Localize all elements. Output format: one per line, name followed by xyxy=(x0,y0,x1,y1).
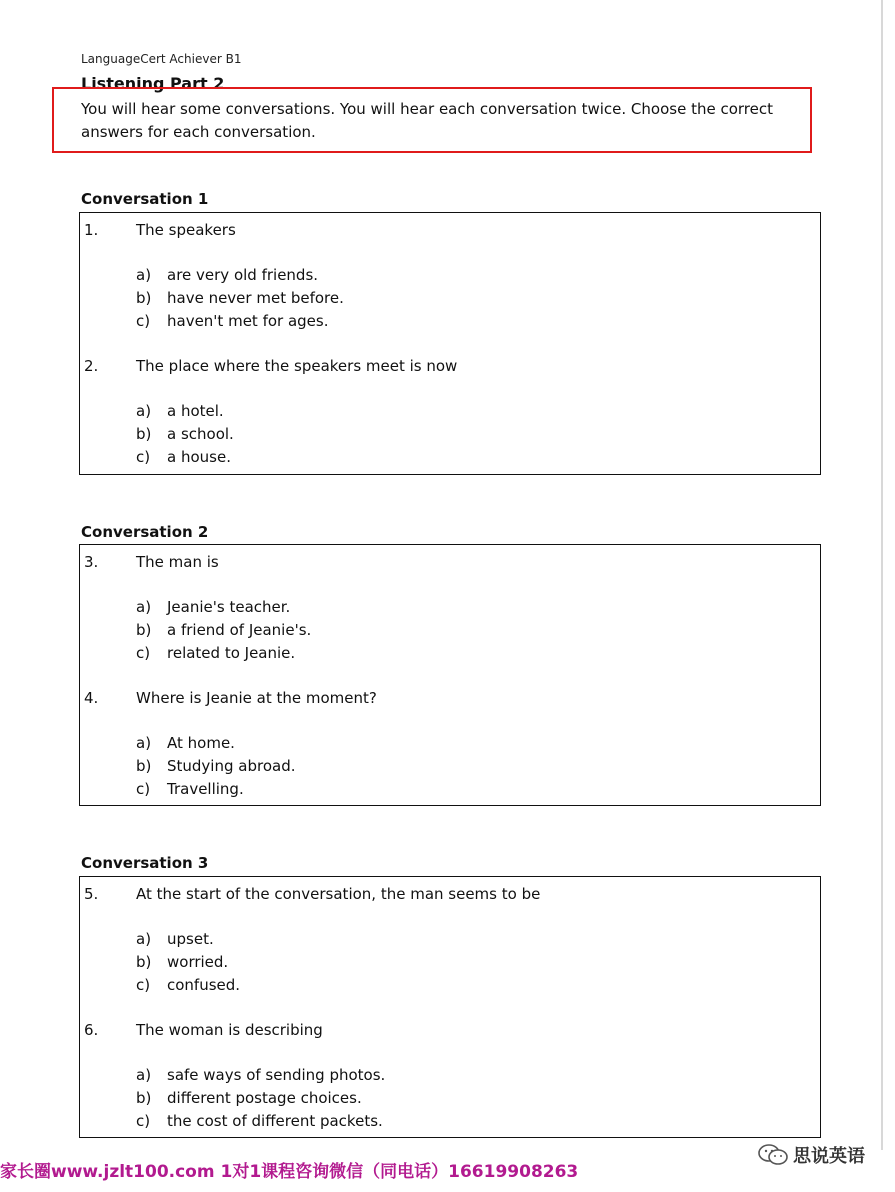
conversation-2-box xyxy=(79,544,821,806)
option-4b[interactable]: b) Studying abroad. xyxy=(136,757,296,775)
footer-brand-text: 思说英语 xyxy=(793,1146,865,1167)
question-text: The speakers xyxy=(136,221,236,239)
instructions-text: You will hear some conversations. You will hear each conversation twice. Choose the correct answers for each conversation. xyxy=(81,100,773,141)
footer-contact: 家长圈www.jzlt100.com 1对1课程咨询微信（同电话）16619908263 xyxy=(0,1162,579,1182)
option-2a[interactable]: a) a hotel. xyxy=(136,402,224,420)
page-edge xyxy=(881,0,883,1150)
option-1c[interactable]: c) haven't met for ages. xyxy=(136,312,329,330)
question-text: Where is Jeanie at the moment? xyxy=(136,689,377,707)
option-6a[interactable]: a) safe ways of sending photos. xyxy=(136,1066,386,1084)
part-title: Listening Part 2 xyxy=(81,74,225,93)
option-6c[interactable]: c) the cost of different packets. xyxy=(136,1112,383,1130)
question-text: The woman is describing xyxy=(136,1021,323,1039)
option-3c[interactable]: c) related to Jeanie. xyxy=(136,644,296,662)
option-3b[interactable]: b) a friend of Jeanie's. xyxy=(136,621,312,639)
option-5a[interactable]: a) upset. xyxy=(136,930,214,948)
question-text: The man is xyxy=(136,553,219,571)
option-5c[interactable]: c) confused. xyxy=(136,976,241,994)
instructions-highlight xyxy=(52,87,812,153)
conversation-3-box xyxy=(79,876,821,1138)
option-1a[interactable]: a) are very old friends. xyxy=(136,266,319,284)
question-number: 1. xyxy=(84,221,99,239)
conversation-2-title: Conversation 2 xyxy=(81,523,209,541)
question-text: At the start of the conversation, the man seems to be xyxy=(136,885,541,903)
question-number: 4. xyxy=(84,689,99,707)
option-4a[interactable]: a) At home. xyxy=(136,734,235,752)
option-5b[interactable]: b) worried. xyxy=(136,953,229,971)
exam-header: LanguageCert Achiever B1 xyxy=(81,52,242,66)
footer-brand xyxy=(757,1142,865,1168)
question-number: 5. xyxy=(84,885,99,903)
conversation-1-box xyxy=(79,212,821,475)
option-2b[interactable]: b) a school. xyxy=(136,425,234,443)
question-number: 6. xyxy=(84,1021,99,1039)
option-6b[interactable]: b) different postage choices. xyxy=(136,1089,362,1107)
wechat-icon xyxy=(757,1144,789,1166)
question-text: The place where the speakers meet is now xyxy=(136,357,458,375)
question-number: 2. xyxy=(84,357,99,375)
question-number: 3. xyxy=(84,553,99,571)
option-1b[interactable]: b) have never met before. xyxy=(136,289,344,307)
conversation-3-title: Conversation 3 xyxy=(81,854,209,872)
option-3a[interactable]: a) Jeanie's teacher. xyxy=(136,598,291,616)
option-4c[interactable]: c) Travelling. xyxy=(136,780,244,798)
option-2c[interactable]: c) a house. xyxy=(136,448,231,466)
conversation-1-title: Conversation 1 xyxy=(81,190,209,208)
